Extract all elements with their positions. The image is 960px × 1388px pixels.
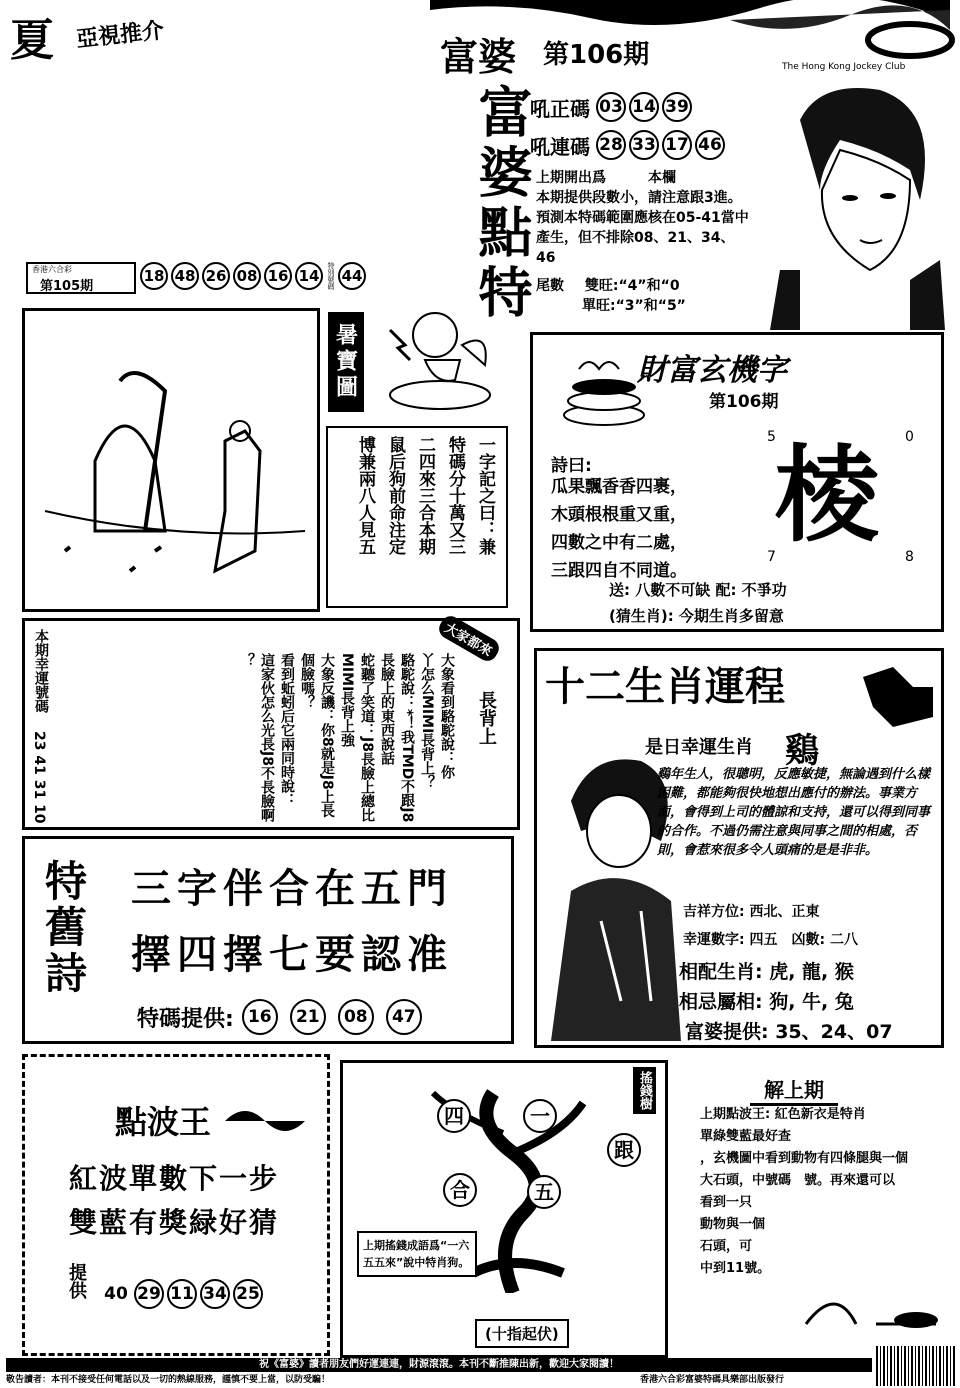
solution-line: ，玄機圖中看到動物有四條腿與一個 [700, 1151, 909, 1166]
footer-bar: 祝《富婆》讀者朋友們好運連連，財源滾滾。本刊不斷推陳出新，歡迎大家閱讀！ [6, 1358, 872, 1372]
poem-line: 木頭根根重又重， [551, 505, 687, 525]
corner-num: 8 [905, 549, 914, 565]
zheng-row [530, 92, 695, 122]
zodiac-text: 鷄年生人，很聰明，反應敏捷，無論遇到什么樣困難，都能夠很快地想出應付的辦法。事業方面，會得到上司的體諒和支持，還可以得到同事的合作。不過仍需注意與同事之間的相處，否則，會惹來很多令人頭痛的是是非非。 [657, 767, 931, 858]
fortune-title: 財富玄機字 [637, 353, 787, 388]
riddle-line: 博兼兩八人見五 [355, 436, 375, 555]
riddle-line: 特碼分十萬又三 [445, 436, 465, 555]
solution-line: 大石頭，中號碼 號。再來還可以 [700, 1173, 896, 1188]
lucky-label: 本期幸運號碼 [33, 629, 49, 713]
jockey-club: The Hong Kong Jockey Club [782, 62, 906, 72]
money-tree-label: 搖錢樹 [633, 1067, 656, 1114]
wave-king-title: 點波王 [115, 1103, 212, 1141]
poem-special-box [22, 836, 514, 1044]
code-ball: 08 [338, 999, 374, 1035]
code-label: 特碼提供: [137, 1006, 234, 1032]
treasure-picture-box [22, 308, 320, 612]
story-box [22, 618, 520, 830]
last-draw [26, 258, 426, 298]
poem-line: 三跟四自不同道。 [551, 561, 687, 581]
tree-char: 跟 [607, 1133, 641, 1167]
story-line: 大象看到駱駝說：你 [439, 653, 455, 779]
last-draw-balls [140, 262, 369, 292]
poem-special-label: 特舊詩 [39, 859, 88, 997]
fortune-guess: (猜生肖): 今期生肖多留意 [609, 607, 784, 625]
zodiac-lucky-animal: 鷄 [785, 731, 819, 771]
tree-char: 合 [443, 1173, 477, 1207]
solution-line: 看到一只 [700, 1195, 753, 1210]
cherub-icon [380, 300, 500, 410]
treasure-title: 暑寶圖 [328, 312, 364, 412]
zodiac-match: 相配生肖: 虎, 龍, 猴 [679, 961, 854, 983]
story-line: ？ [239, 653, 255, 667]
draw-ball-special: 44 [338, 262, 366, 290]
lucky-numbers: 23 41 31 10 [31, 731, 47, 824]
story-line: MIMI長背上強 [339, 653, 355, 748]
last-draw-label-box [26, 262, 136, 294]
brush-logo-icon: 夏 [10, 15, 54, 66]
wave-ball: 29 [134, 1279, 164, 1309]
fortune-char-box [530, 332, 944, 632]
story-line: 這家伙怎么光長J8不長臉啊 [259, 653, 275, 822]
poem-line: 瓜果飄香香四裹， [551, 477, 687, 497]
zodiac-box [534, 648, 944, 1048]
fist-icon [853, 657, 939, 737]
wave-ball: 25 [233, 1279, 263, 1309]
lian-ball: 17 [662, 130, 692, 160]
last-draw-header: 香港六合彩 [32, 265, 72, 274]
corner-num: 5 [767, 429, 776, 445]
draw-ball: 26 [202, 262, 230, 290]
riddle-lines [350, 436, 500, 604]
tail-block [536, 276, 686, 316]
money-tree-caption: (十指起伏) [475, 1319, 569, 1348]
story-line: 大象反譏：你8就是J8上長 [319, 653, 335, 818]
riddle-scroll [326, 426, 508, 608]
poem-special-line1: 三字伴合在五門 [131, 865, 453, 912]
solution-line: 動物與一個 [700, 1217, 766, 1232]
solution-line: 石頭，可 [700, 1239, 753, 1254]
lian-label: 吼連碼 [530, 134, 590, 159]
story-line: 長臉上的東西說話 [379, 653, 395, 765]
money-tree-box [340, 1060, 668, 1358]
zheng-ball: 14 [629, 92, 659, 122]
story-tag: 大家都來 [436, 613, 503, 665]
sketch-icon [796, 1224, 946, 1344]
lian-ball: 46 [695, 130, 725, 160]
zodiac-lucky-nums: 幸運數字: 四五 凶數: 二八 [683, 932, 858, 948]
corner-logo [10, 4, 170, 64]
story-lines [237, 653, 457, 825]
story-line: 駱駝說：*！我TMD不跟J8 [399, 653, 415, 823]
last-solution [700, 1074, 950, 1354]
story-line: 個臉嗎？ [299, 653, 315, 709]
last-draw-label: 第105期 [40, 279, 94, 294]
poem-line: 四數之中有二處， [551, 533, 687, 553]
note-line: 產生，但不排除08、21、34、 [536, 230, 735, 246]
lian-ball: 33 [629, 130, 659, 160]
tail-single: 單旺:“3”和“5” [582, 298, 686, 314]
tree-char: 五 [527, 1175, 561, 1209]
scholar-illustration [25, 311, 317, 609]
zodiac-lucky-label: 是日幸運生肖 [645, 737, 753, 758]
zodiac-title: 十二生肖運程 [545, 664, 785, 710]
wave-ball: 11 [167, 1279, 197, 1309]
corner-num: 7 [767, 549, 776, 565]
story-line: 看到蚯蚓后它兩同時說： [279, 653, 295, 807]
draw-ball: 48 [171, 262, 199, 290]
coins-icon [559, 355, 649, 435]
tree-char: 四 [437, 1099, 471, 1133]
wave-king-box [22, 1054, 330, 1356]
wave-icon [225, 1101, 305, 1131]
zodiac-avoid: 相忌屬相: 狗, 牛, 兔 [679, 991, 854, 1013]
solution-line: 單綠雙藍最好查 [700, 1129, 792, 1144]
forecast-notes [536, 168, 786, 268]
riddle-line: 一字記之曰：兼 [475, 436, 495, 555]
fortune-poem [551, 473, 687, 585]
solution-line: 上期點波王: 紅色新衣是特肖 [700, 1107, 866, 1122]
footer-right: 香港六合彩富婆特碼具樂部出版發行 [640, 1375, 785, 1385]
zodiac-provide: 富婆提供: 35、24、07 [685, 1021, 893, 1043]
note-line: 46 [536, 250, 556, 266]
draw-ball: 16 [264, 262, 292, 290]
lian-ball: 28 [596, 130, 626, 160]
riddle-line: 鼠后狗前命注定 [385, 436, 405, 555]
code-ball: 16 [242, 999, 278, 1035]
zheng-ball: 03 [596, 92, 626, 122]
tree-char: 一 [523, 1099, 557, 1133]
footer-left: 敬告讀者：本刊不接受任何電話以及一切的熱線服務，謹慎不要上當，以防受騙！ [6, 1375, 331, 1385]
note-line: 本期提供段數小，請注意跟3進。 [536, 190, 742, 206]
lian-row [530, 130, 728, 160]
last-solution-title: 解上期 [750, 1074, 838, 1106]
code-ball: 47 [386, 999, 422, 1035]
draw-ball: 08 [233, 262, 261, 290]
zheng-label: 吼正碼 [530, 96, 590, 121]
note-line: 預測本特碼範圍應核在05-41當中 [536, 210, 749, 226]
story-title: 長背上 [476, 691, 497, 745]
story-line: 蛇聽了笑道：J8長臉上總比 [359, 653, 375, 822]
tail-label: 尾數 [536, 278, 564, 294]
poem-label: 詩曰: [551, 456, 592, 476]
fortune-issue: 第106期 [709, 392, 779, 412]
corner-num: 0 [905, 429, 914, 445]
wave-provide-label: 提供 [66, 1263, 87, 1299]
wave-king-line1: 紅波單數下一步 [69, 1162, 280, 1195]
masthead-title: 富婆 [440, 34, 517, 79]
note-line: 上期開出爲 本欄 [536, 170, 676, 186]
fortune-send: 送: 八數不可缺 配: 不爭功 [609, 581, 787, 599]
zheng-ball: 39 [662, 92, 692, 122]
tail-double: 雙旺:“4”和“0 [584, 278, 680, 294]
barcode-icon [876, 1346, 956, 1386]
draw-ball: 14 [295, 262, 323, 290]
portrait-photo [760, 80, 950, 330]
corner-text: 亞視推介 [75, 18, 166, 53]
zodiac-direction: 吉祥方位: 西北、正東 [683, 904, 820, 920]
riddle-line: 二四來三合本期 [415, 436, 435, 555]
wave-balls [101, 1279, 266, 1309]
code-ball: 21 [290, 999, 326, 1035]
poem-special-line2: 擇四擇七要認准 [131, 931, 453, 978]
story-line: 丫怎么MIMI長背上？ [419, 653, 435, 790]
draw-ball: 18 [140, 262, 168, 290]
solution-line: 中到11號。 [700, 1261, 771, 1276]
masthead-issue: 第106期 [543, 40, 650, 70]
wave-ball: 34 [200, 1279, 230, 1309]
special-label: 特別號碼 [327, 262, 335, 290]
side-title: 富婆點特 [470, 84, 534, 324]
wave-king-line2: 雙藍有獎緑好猜 [69, 1206, 280, 1239]
money-tree-note: 上期搖錢成語爲“一六五五來”說中特肖狗。 [357, 1231, 477, 1277]
fortune-char: 棱 [775, 433, 880, 556]
wave-ball: 40 [104, 1284, 128, 1304]
poem-special-codes [137, 999, 425, 1035]
